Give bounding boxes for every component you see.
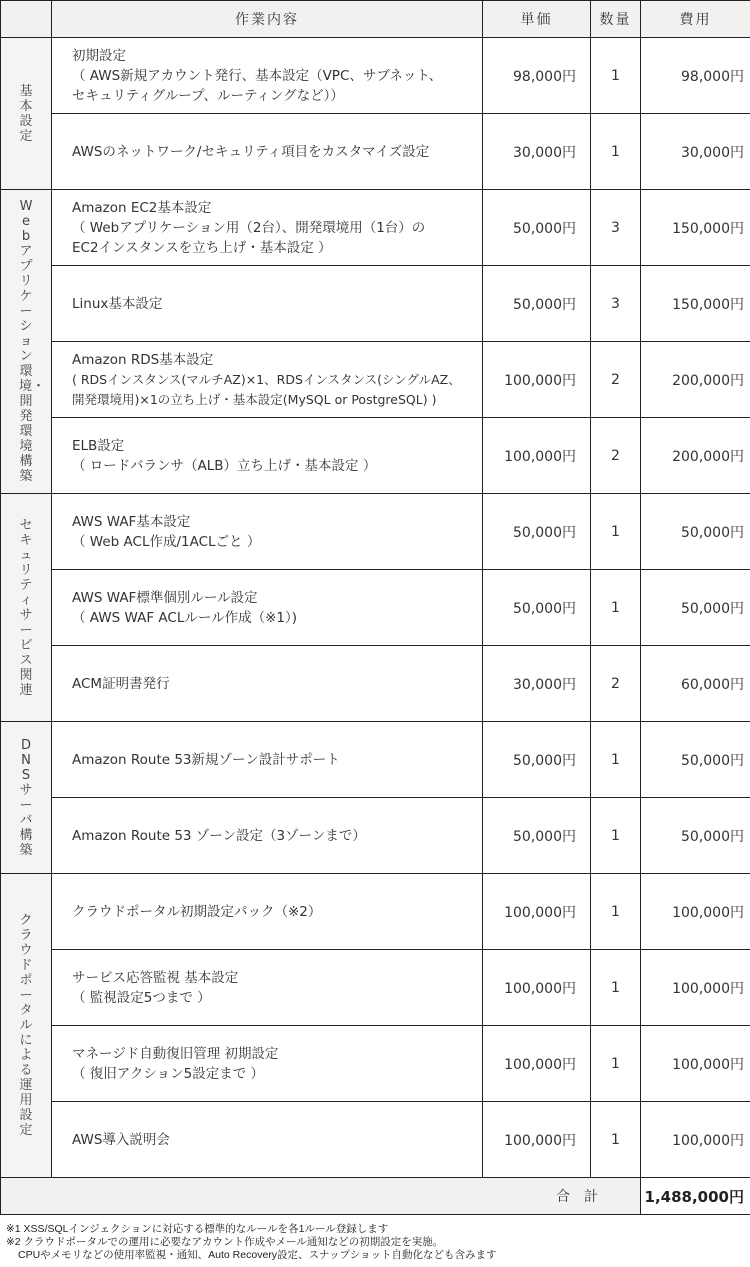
quantity-cell: 1 bbox=[591, 722, 641, 798]
quantity-cell: 2 bbox=[591, 646, 641, 722]
header-work: 作業内容 bbox=[52, 1, 483, 38]
unit-price-cell: 100,000円 bbox=[483, 418, 591, 494]
category-label: セキュリティサービス関連 bbox=[19, 517, 33, 698]
table-row bbox=[1, 1026, 750, 1102]
cost-cell: 50,000円 bbox=[641, 798, 750, 874]
cost-cell: 100,000円 bbox=[641, 950, 750, 1026]
cost-cell: 30,000円 bbox=[641, 114, 750, 190]
cost-cell: 150,000円 bbox=[641, 266, 750, 342]
quantity-cell: 1 bbox=[591, 494, 641, 570]
quantity-cell: 1 bbox=[591, 114, 641, 190]
work-cell: クラウドポータル初期設定パック（※2） bbox=[52, 874, 483, 950]
unit-price-cell: 100,000円 bbox=[483, 950, 591, 1026]
category-cell bbox=[1, 494, 52, 722]
footnote-1: ※1 XSS/SQLインジェクションに対応する標準的なルールを各1ルール登録します bbox=[6, 1223, 389, 1235]
footnotes bbox=[0, 1215, 750, 1262]
table-row bbox=[1, 722, 750, 798]
total-label: 合計 bbox=[1, 1178, 641, 1215]
work-cell: AWS WAF標準個別ルール設定 （ AWS WAF ACLルール作成（※1）) bbox=[52, 570, 483, 646]
work-cell: AWS導入説明会 bbox=[52, 1102, 483, 1178]
table-row bbox=[1, 798, 750, 874]
table-row bbox=[1, 266, 750, 342]
category-label: DNSサーバ構築 bbox=[19, 737, 33, 858]
header-cost: 費用 bbox=[641, 1, 750, 38]
table-row bbox=[1, 190, 750, 266]
quantity-cell: 1 bbox=[591, 570, 641, 646]
cost-cell: 100,000円 bbox=[641, 1102, 750, 1178]
quantity-cell: 2 bbox=[591, 342, 641, 418]
cost-cell: 200,000円 bbox=[641, 342, 750, 418]
table-row bbox=[1, 342, 750, 418]
cost-cell: 50,000円 bbox=[641, 722, 750, 798]
category-cell bbox=[1, 38, 52, 190]
header-quantity: 数量 bbox=[591, 1, 641, 38]
cost-cell: 150,000円 bbox=[641, 190, 750, 266]
work-cell: ELB設定 （ ロードバランサ（ALB）立ち上げ・基本設定 ） bbox=[52, 418, 483, 494]
work-cell: Amazon Route 53 ゾーン設定（3ゾーンまで） bbox=[52, 798, 483, 874]
category-cell bbox=[1, 874, 52, 1178]
category-label: 基本設定 bbox=[19, 83, 33, 144]
quantity-cell: 1 bbox=[591, 798, 641, 874]
table-row bbox=[1, 1102, 750, 1178]
category-label: クラウドポータルによる運用設定 bbox=[19, 913, 33, 1138]
unit-price-cell: 30,000円 bbox=[483, 646, 591, 722]
quantity-cell: 1 bbox=[591, 1026, 641, 1102]
header-category bbox=[1, 1, 52, 38]
unit-price-cell: 100,000円 bbox=[483, 874, 591, 950]
unit-price-cell: 30,000円 bbox=[483, 114, 591, 190]
total-row bbox=[1, 1178, 750, 1215]
work-cell: サービス応答監視 基本設定 （ 監視設定5つまで ） bbox=[52, 950, 483, 1026]
quantity-cell: 1 bbox=[591, 950, 641, 1026]
cost-cell: 100,000円 bbox=[641, 874, 750, 950]
header-row bbox=[1, 1, 750, 38]
work-cell: 初期設定 （ AWS新規アカウント発行、基本設定（VPC、サブネット、 セキュリティグループ、ルーティングなど）） bbox=[52, 38, 483, 114]
unit-price-cell: 50,000円 bbox=[483, 722, 591, 798]
footnote-2-continued: CPUやメモリなどの使用率監視・通知、Auto Recovery設定、スナップショット自動化なども含みます bbox=[18, 1249, 497, 1261]
unit-price-cell: 50,000円 bbox=[483, 266, 591, 342]
header-unit-price: 単価 bbox=[483, 1, 591, 38]
cost-cell: 100,000円 bbox=[641, 1026, 750, 1102]
table-row bbox=[1, 418, 750, 494]
cost-cell: 60,000円 bbox=[641, 646, 750, 722]
unit-price-cell: 100,000円 bbox=[483, 1026, 591, 1102]
table-row bbox=[1, 570, 750, 646]
quantity-cell: 1 bbox=[591, 1102, 641, 1178]
category-label: Webアプリケーション環境・開発環境構築 bbox=[19, 199, 46, 484]
quantity-cell: 3 bbox=[591, 190, 641, 266]
work-cell: AWSのネットワーク/セキュリティ項目をカスタマイズ設定 bbox=[52, 114, 483, 190]
work-cell: Amazon RDS基本設定 ( RDSインスタンス(マルチAZ)×1、RDSインスタンス(シングルAZ、 開発環境用)×1の立ち上げ・基本設定(MySQL or PostgreSQL) ) bbox=[52, 342, 483, 418]
work-cell: マネージド自動復旧管理 初期設定 （ 復旧アクション5設定まで ） bbox=[52, 1026, 483, 1102]
table-row bbox=[1, 114, 750, 190]
table-row bbox=[1, 494, 750, 570]
table-row bbox=[1, 950, 750, 1026]
unit-price-cell: 98,000円 bbox=[483, 38, 591, 114]
quantity-cell: 3 bbox=[591, 266, 641, 342]
cost-cell: 98,000円 bbox=[641, 38, 750, 114]
table-row bbox=[1, 874, 750, 950]
footnote-2: ※2 クラウドポータルでの運用に必要なアカウント作成やメール通知などの初期設定を実施。 bbox=[6, 1236, 444, 1248]
category-cell bbox=[1, 190, 52, 494]
table-row bbox=[1, 646, 750, 722]
unit-price-cell: 100,000円 bbox=[483, 1102, 591, 1178]
work-cell: Linux基本設定 bbox=[52, 266, 483, 342]
work-cell: AWS WAF基本設定 （ Web ACL作成/1ACLごと ） bbox=[52, 494, 483, 570]
quantity-cell: 1 bbox=[591, 874, 641, 950]
quantity-cell: 2 bbox=[591, 418, 641, 494]
quantity-cell: 1 bbox=[591, 38, 641, 114]
table-row bbox=[1, 38, 750, 114]
category-cell bbox=[1, 722, 52, 874]
cost-cell: 50,000円 bbox=[641, 570, 750, 646]
unit-price-cell: 50,000円 bbox=[483, 570, 591, 646]
work-cell: ACM証明書発行 bbox=[52, 646, 483, 722]
cost-cell: 200,000円 bbox=[641, 418, 750, 494]
total-value: 1,488,000円 bbox=[641, 1178, 750, 1215]
unit-price-cell: 50,000円 bbox=[483, 798, 591, 874]
unit-price-cell: 100,000円 bbox=[483, 342, 591, 418]
unit-price-cell: 50,000円 bbox=[483, 494, 591, 570]
cost-cell: 50,000円 bbox=[641, 494, 750, 570]
unit-price-cell: 50,000円 bbox=[483, 190, 591, 266]
work-cell: Amazon EC2基本設定 （ Webアプリケーション用（2台）、開発環境用（1台）の EC2インスタンスを立ち上げ・基本設定 ） bbox=[52, 190, 483, 266]
work-cell: Amazon Route 53新規ゾーン設計サポート bbox=[52, 722, 483, 798]
